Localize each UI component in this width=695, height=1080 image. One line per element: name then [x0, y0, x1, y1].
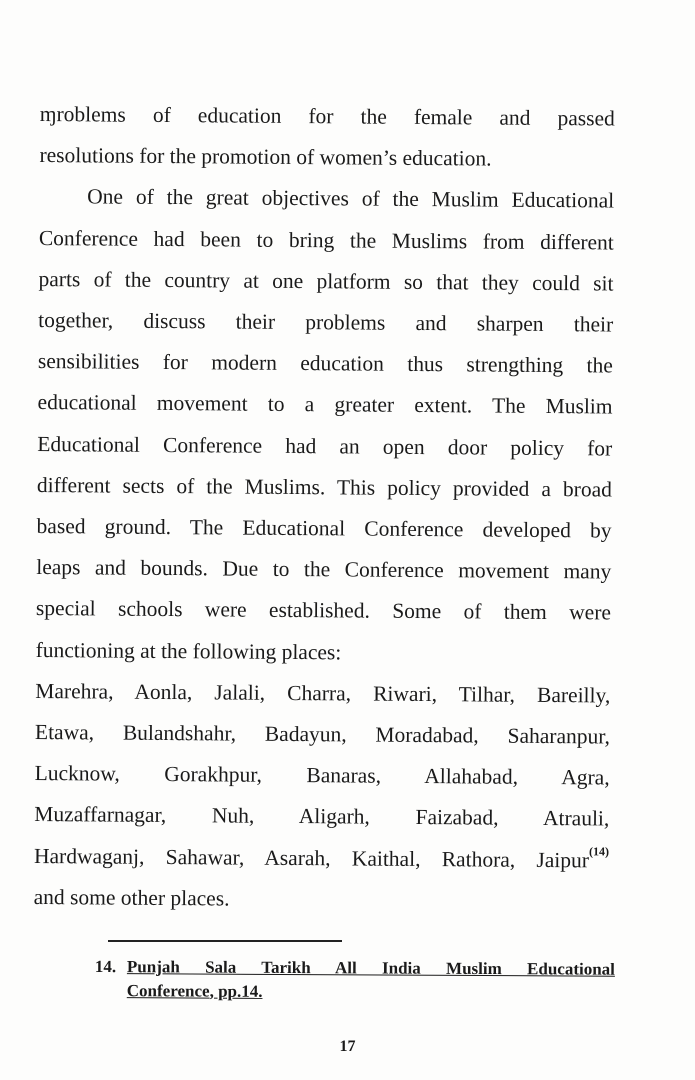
paragraph-continued: [39, 94, 615, 181]
paragraph-objectives: [35, 176, 614, 675]
text-line: together, discuss their problems and sharpen their: [38, 308, 614, 337]
footnote-divider: [108, 940, 342, 942]
footnote-title-line2: Conference: [126, 981, 210, 1001]
text-line: based ground. The Educational Conference developed by: [36, 514, 612, 543]
text-line: Conference had been to bring the Muslims from different: [38, 225, 614, 255]
text-line: functioning at the following places:: [35, 637, 342, 665]
footnote-number: 14.: [94, 957, 117, 977]
text-line: ɱroblems of education for the female and passed: [39, 101, 615, 131]
text-line: different sects of the Muslims. This policy provided a broad: [36, 472, 613, 502]
footnote-title-line1: Punjah Sala Tarikh All India Muslim Educational: [126, 957, 615, 979]
places-line: Muzaffarnagar, Nuh, Aligarh, Faizabad, Atrauli,: [34, 802, 610, 831]
text-line: leaps and bounds. Due to the Conference movement many: [36, 555, 612, 584]
text-line: educational movement to a greater extent. The Muslim: [37, 390, 613, 419]
places-line: [34, 836, 609, 882]
text-line: resolutions for the promotion of women’s education.: [39, 143, 492, 171]
footnote-reference[interactable]: (14): [589, 843, 610, 859]
places-line: Lucknow, Gorakhpur, Banaras, Allahabad, Agra,: [34, 761, 610, 790]
places-line: Marehra, Aonla, Jalali, Charra, Riwari, Tilhar, Bareilly,: [35, 678, 611, 708]
places-list: [34, 671, 611, 923]
text-line: One of the great objectives of the Muslim Educational: [87, 184, 615, 213]
places-line-text: Hardwaganj, Sahawar, Asarah, Kaithal, Rathora, Jaipur: [33, 843, 590, 872]
page-number: 17: [339, 1038, 356, 1055]
places-line: Etawa, Bulandshahr, Badayun, Moradabad, Saharanpur,: [34, 720, 611, 749]
footnote-citation: [127, 955, 615, 1006]
text-line: sensibilities for modern education thus strengthing the: [37, 349, 613, 378]
text-line: and some other places.: [33, 884, 230, 911]
text-line: special schools were established. Some of them were: [35, 596, 612, 625]
text-line: parts of the country at one platform so that they could sit: [38, 266, 614, 296]
body-text: [34, 94, 615, 923]
footnote-pages: , pp.14.: [209, 981, 263, 1001]
text-line: Educational Conference had an open door policy for: [37, 431, 613, 461]
footnote: [95, 955, 615, 1006]
